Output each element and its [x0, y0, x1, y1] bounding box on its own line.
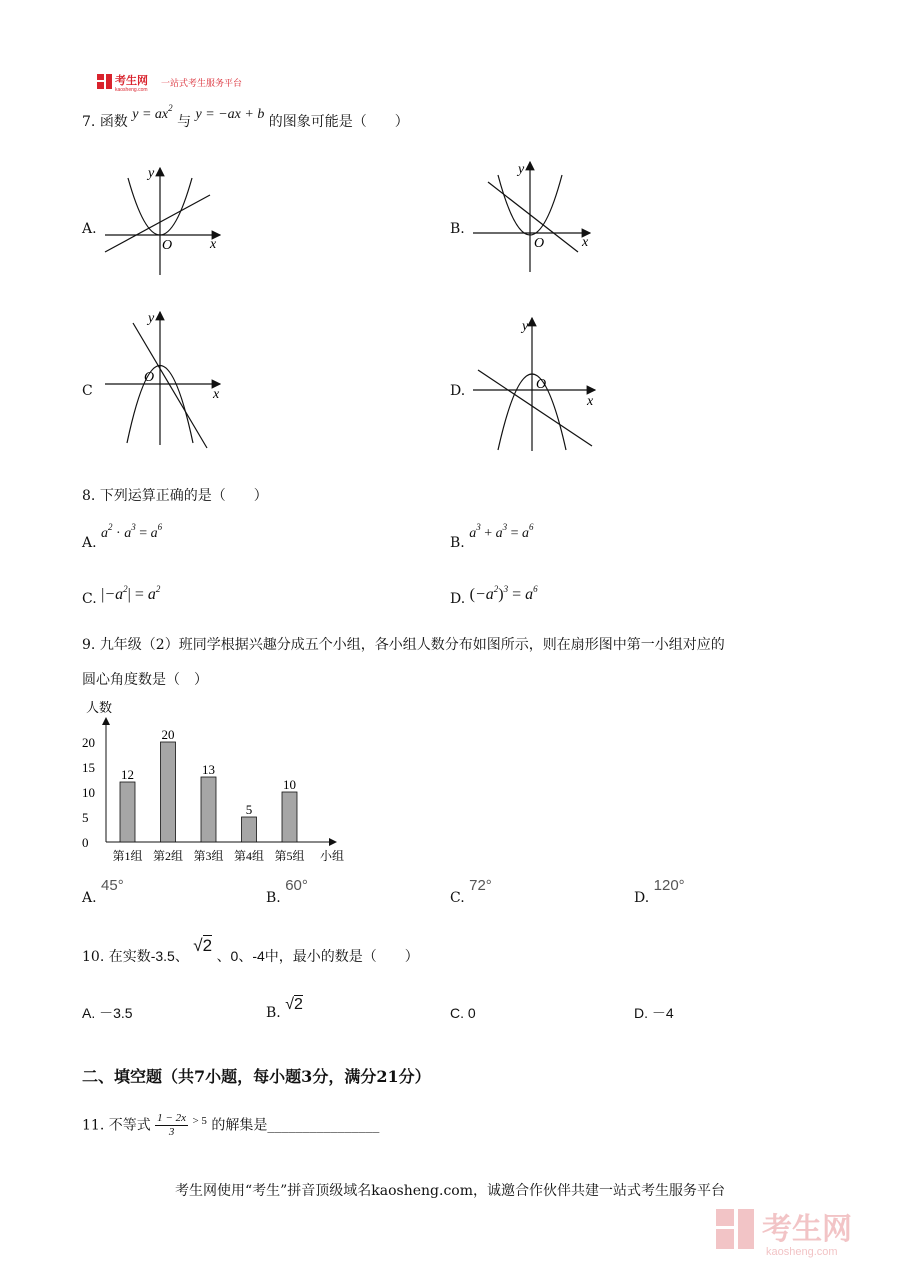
chart-y-tick: 15 — [82, 760, 95, 775]
q10-option-b: B. √2 — [266, 996, 303, 1021]
chart-data-label: 10 — [283, 777, 296, 792]
chart-y-tick: 5 — [82, 810, 89, 825]
q7-stem — [82, 103, 409, 132]
x-label: x — [210, 237, 217, 252]
line — [478, 370, 592, 446]
q9-bar-chart — [78, 696, 368, 868]
q7-option-a-label: A. — [82, 221, 97, 237]
q11-stem: 11. 不等式 $\frac{1 - 2x}{3}$ $^{> 5}$ 的解集是________________ — [82, 1112, 380, 1138]
chart-category-label: 第3组 — [193, 849, 224, 863]
y-label: y — [148, 311, 155, 326]
chart-data-label: 13 — [202, 762, 215, 777]
q7-suffix: 的图象可能是（ ） — [268, 114, 409, 130]
chart-category-label: 第1组 — [112, 849, 143, 863]
origin-label: O — [534, 236, 545, 251]
chart-category-label: 第4组 — [233, 849, 265, 863]
q7-option-c-label: C — [82, 383, 93, 399]
chart-x-label: 小组 — [320, 849, 345, 863]
q8-text: 下列运算正确的是（ ） — [99, 488, 268, 504]
q8-option-d: D. $(-a^2)^3 = a^6$ — [450, 584, 538, 607]
header-logo — [97, 72, 277, 98]
chart-bar — [242, 817, 257, 842]
q7-expr2: y = −ax + b — [195, 107, 265, 122]
logo-text: 考生网 — [115, 75, 148, 87]
origin-label: O — [162, 238, 173, 253]
q10-stem: 10. 在实数-3.5、 √2 、0、-4中，最小的数是（ ） — [82, 936, 419, 965]
q7-option-d-label: D. — [450, 383, 466, 399]
chart-bar — [282, 792, 297, 842]
chart-data-label: 20 — [161, 727, 175, 742]
line — [105, 195, 210, 252]
watermark-sub: kaosheng.com — [766, 1246, 838, 1258]
logo-mark — [97, 72, 277, 94]
q9-option-a: A. 45° — [82, 877, 124, 906]
x-label: x — [587, 394, 594, 409]
line — [133, 323, 207, 448]
q9-line2: 圆心角度数是（ ） — [82, 672, 208, 688]
section2-title: 二、填空题（共7小题，每小题3分，满分21分） — [82, 1067, 431, 1086]
chart-data-label: 12 — [121, 767, 134, 782]
chart-y-tick: 0 — [82, 835, 89, 850]
chart-y-tick: 10 — [82, 785, 95, 800]
q9-option-c: C. 72° — [450, 877, 492, 906]
q10-option-a: A. －3.5 — [82, 1005, 133, 1021]
watermark-logo — [716, 1205, 886, 1264]
origin-label: O — [536, 377, 547, 392]
q7-expr1: $y = ax^2$ — [132, 103, 173, 122]
q9-option-b: B. 60° — [266, 877, 308, 906]
chart-bar — [120, 782, 135, 842]
logo-sub: kaosheng.com — [115, 87, 148, 93]
q10-sqrt: √2 — [193, 936, 213, 955]
chart-y-tick: 20 — [82, 735, 95, 750]
q9-number: 9. — [82, 637, 96, 653]
q10-number: 10. — [82, 949, 105, 965]
q7-prefix: 函数 — [99, 114, 128, 130]
line — [488, 182, 578, 252]
q7-option-b-label: B. — [450, 221, 465, 237]
watermark-text: 考生网 — [762, 1213, 852, 1246]
q7-mid: 与 — [177, 114, 192, 130]
x-label: x — [582, 235, 589, 250]
chart-bar — [161, 742, 176, 842]
chart-category-label: 第5组 — [274, 849, 305, 863]
footer-text: 考生网使用“考生”拼音顶级域名kaosheng.com，诚邀合作伙伴共建一站式考生服务平台 — [174, 1183, 726, 1199]
chart-y-label: 人数 — [86, 700, 113, 715]
q10-option-c: C. 0 — [450, 1005, 476, 1021]
q9-line1: 9. 九年级（2）班同学根据兴趣分成五个小组，各小组人数分布如图所示，则在扇形图中第一小组对应的 — [82, 637, 725, 653]
q11-number: 11. — [82, 1117, 105, 1134]
origin-label: O — [144, 370, 155, 385]
q10-option-d: D. －4 — [634, 1005, 674, 1021]
q7-graph-c — [100, 308, 230, 453]
q7-graph-b — [470, 160, 600, 280]
chart-category-label: 第2组 — [152, 849, 184, 863]
y-label: y — [518, 162, 525, 177]
q11-fraction: $\frac{1 - 2x}{3}$ — [157, 1112, 186, 1138]
y-label: y — [148, 166, 155, 181]
logo-tagline: 一站式考生服务平台 — [161, 78, 243, 88]
y-label: y — [522, 319, 529, 334]
q8-option-b: B. $a^3 + a^3 = a^6$ — [450, 522, 534, 551]
q7-number: 7. — [82, 114, 96, 130]
q8-option-c: C. $|-a^2| = a^2$ — [82, 584, 161, 607]
q7-graph-d — [470, 308, 600, 453]
x-label: x — [213, 387, 220, 402]
q7-graph-a — [100, 160, 230, 280]
chart-data-label: 5 — [245, 802, 253, 817]
q8-option-a: A. $a^2 \cdot a^3 = a^6$ — [82, 522, 163, 551]
chart-bar — [201, 777, 216, 842]
q8-stem — [82, 487, 268, 505]
q9-option-d: D. 120° — [634, 877, 685, 906]
q8-number: 8. — [82, 488, 96, 504]
